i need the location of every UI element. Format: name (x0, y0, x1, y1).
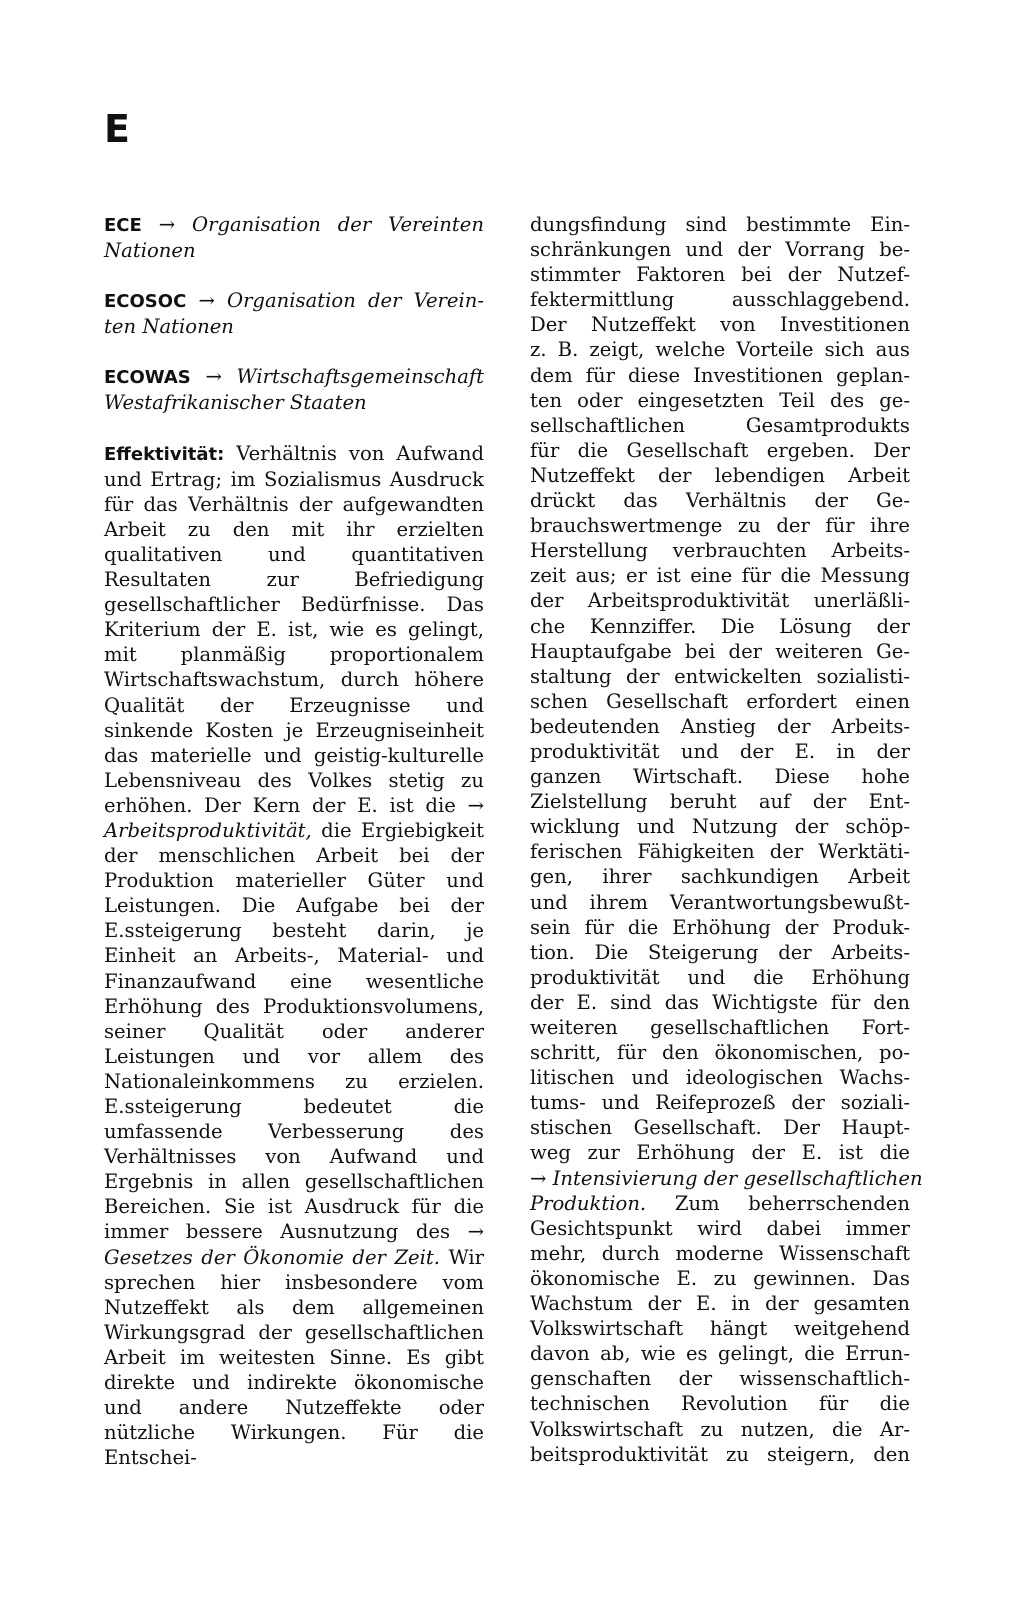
text-line: tums- und Reifeprozeß der soziali- (530, 1091, 910, 1115)
text-line: wicklung und Nutzung der schöp- (530, 815, 910, 839)
cross-reference-arrow: → (158, 213, 176, 236)
headword: ECOWAS (104, 367, 191, 389)
section-letter: E (104, 107, 130, 151)
left-column (104, 212, 484, 1470)
text-line: weg zur Erhöhung der E. ist die (530, 1141, 910, 1165)
text-line: dungsfindung sind bestimmte Ein- (530, 213, 910, 236)
text-line: ten oder eingesetzten Teil des ge- (530, 388, 910, 412)
text-line: Hauptaufgabe bei der weiteren Ge- (530, 639, 910, 663)
text-line: ganzen Wirtschaft. Diese hohe (530, 765, 910, 789)
text-line: stischen Gesellschaft. Der Haupt- (530, 1116, 910, 1140)
text-line: produktivität und die Erhöhung (530, 965, 910, 989)
text-line: Gesichtspunkt wird dabei immer (530, 1216, 910, 1240)
text-line: der Arbeitsproduktivität unerläßli- (530, 589, 910, 613)
cross-reference: Arbeitsproduktivität, (104, 818, 312, 842)
text-line: sein für die Erhöhung der Produk- (530, 915, 910, 939)
text-line: bedeutenden Anstieg der Arbeits- (530, 714, 910, 738)
text-line-reference (530, 1166, 923, 1191)
entry-ecowas (104, 364, 484, 415)
text-line: zeit aus; er ist eine für die Messung (530, 564, 910, 588)
cross-reference-arrow: → (205, 365, 222, 389)
cross-reference: Gesetzes der Ökonomie der Zeit. (104, 1245, 441, 1269)
text-line: tion. Die Steigerung der Arbeits- (530, 940, 910, 964)
entry-ece (104, 212, 484, 263)
entry-effektivitaet (104, 441, 484, 1471)
text-line: Zielstellung beruht auf der Ent- (530, 790, 910, 814)
text-line: Der Nutzeffekt von Investitionen (530, 313, 910, 337)
text-line: und ihrem Verantwortungsbewußt- (530, 890, 910, 914)
text-line: ökonomische E. zu gewinnen. Das (530, 1266, 910, 1290)
text-line: genschaften der wissenschaftlich- (530, 1367, 910, 1391)
text-line: mehr, durch moderne Wissenschaft (530, 1241, 910, 1265)
continued-text-block (530, 212, 910, 1166)
headword: Effektivität: (104, 443, 225, 465)
text-line: ferischen Fähigkeiten der Werktäti- (530, 840, 910, 864)
text-line: Volkswirtschaft zu nutzen, die Ar- (530, 1417, 910, 1441)
cross-reference: Produktion. (530, 1191, 647, 1215)
text-line: fektermittlung ausschlaggebend. (530, 288, 910, 312)
cross-reference-arrow: → (467, 793, 484, 817)
text-line: Herstellung verbrauchten Arbeits- (530, 539, 910, 563)
continued-text-block (530, 1216, 910, 1467)
text-line: beitsproduktivität zu steigern, den (530, 1442, 910, 1466)
text-line: schen Gesellschaft erfordert einen (530, 689, 910, 713)
entry-text: Verhältnis von Aufwand und Ertrag; im Sozialismus Ausdruck für das Verhältnis der aufgewandten Arbeit zu den mit ihr erzielten qualitativen und quantitativen Resultaten zur Befriedigung gesellschaftlicher Bedürfnisse. Das Kriterium der E. ist, wie es gelingt, mit planmäßig proportionalem Wirtschaftswachstum, durch höhere Qualität der Erzeugnisse und sinkende Kosten je Erzeugniseinheit das materielle und geistig-kulturelle Lebensniveau des Volkes stetig zu erhöhen. Der Kern der E. ist die (104, 441, 484, 817)
text-line: Wachstum der E. in der gesamten (530, 1292, 910, 1316)
text-line: schritt, für den ökonomischen, po- (530, 1041, 910, 1065)
entry-text: Zum beherrschenden (674, 1191, 910, 1215)
cross-reference-arrow: → (467, 1220, 484, 1244)
text-line: gen, ihrer sachkundigen Arbeit (530, 865, 910, 889)
text-line: Volkswirtschaft hängt weitgehend (530, 1317, 910, 1341)
text-line: che Kennziffer. Die Lösung der (530, 614, 910, 638)
text-line: weiteren gesellschaftlichen Fort- (530, 1016, 910, 1039)
headword: ECOSOC (104, 291, 187, 313)
cross-reference-arrow: → (198, 289, 215, 313)
text-line: sellschaftlichen Gesamtprodukts (530, 413, 910, 437)
text-line-reference-end (530, 1191, 910, 1216)
text-line: für die Gesellschaft ergeben. Der (530, 438, 910, 462)
text-line: staltung der entwickelten sozialisti- (530, 664, 910, 688)
entry-text: Wir sprechen hier insbesondere vom Nutzeffekt als dem allgemeinen Wirkungsgrad der gesellschaftlichen Arbeit im weitesten Sinne. Es gibt direkte und indirekte ökonomische und andere Nutzeffekte oder nützliche Wirkungen. Für die Entschei- (104, 1245, 484, 1470)
cross-reference: Wirtschaftsgemeinschaft Westafrikanischer Staaten (104, 365, 485, 415)
text-line: z. B. zeigt, welche Vorteile sich aus (530, 338, 910, 362)
text-line: drückt das Verhältnis der Ge- (530, 489, 910, 513)
cross-reference: Intensivierung der gesellschaftlichen (552, 1166, 923, 1190)
text-line: dem für diese Investitionen geplan- (530, 363, 910, 387)
cross-reference-arrow: → (530, 1166, 547, 1190)
cross-reference: Organisation der Vereinten Nationen (104, 289, 485, 339)
text-line: der E. sind das Wichtigste für den (530, 990, 910, 1014)
entry-ecosoc (104, 288, 484, 339)
text-line: davon ab, wie es gelingt, die Errun- (530, 1342, 910, 1366)
text-line: produktivität und der E. in der (530, 739, 910, 763)
text-line: litischen und ideologischen Wachs- (530, 1066, 910, 1090)
entry-text: die Ergiebigkeit der menschlichen Arbeit bei der Produktion materieller Güter und Leistungen. Die Aufgabe bei der E.ssteigerung besteht darin, je Einheit an Arbeits-, Material- und Finanzaufwand eine wesentliche Erhöhung des Produktionsvolumens, seiner Qualität oder anderer Leistungen und vor allem des Nationaleinkommens zu erzielen. E.ssteigerung bedeutet die umfassende Verbesserung des Verhältnisses von Aufwand und Ergebnis in allen gesellschaftlichen Bereichen. Sie ist Ausdruck für die immer bessere Ausnutzung des (104, 818, 485, 1244)
right-column (530, 212, 923, 1467)
text-line: Nutzeffekt der lebendigen Arbeit (530, 463, 910, 487)
headword: ECE (104, 215, 142, 236)
text-line: stimmter Faktoren bei der Nutzef- (530, 263, 910, 287)
text-line: technischen Revolution für die (530, 1392, 910, 1416)
text-line: schränkungen und der Vorrang be- (530, 238, 910, 262)
cross-reference: Organisation der Vereinten Nationen (104, 213, 484, 263)
text-line: brauchswertmenge zu der für ihre (530, 514, 910, 538)
